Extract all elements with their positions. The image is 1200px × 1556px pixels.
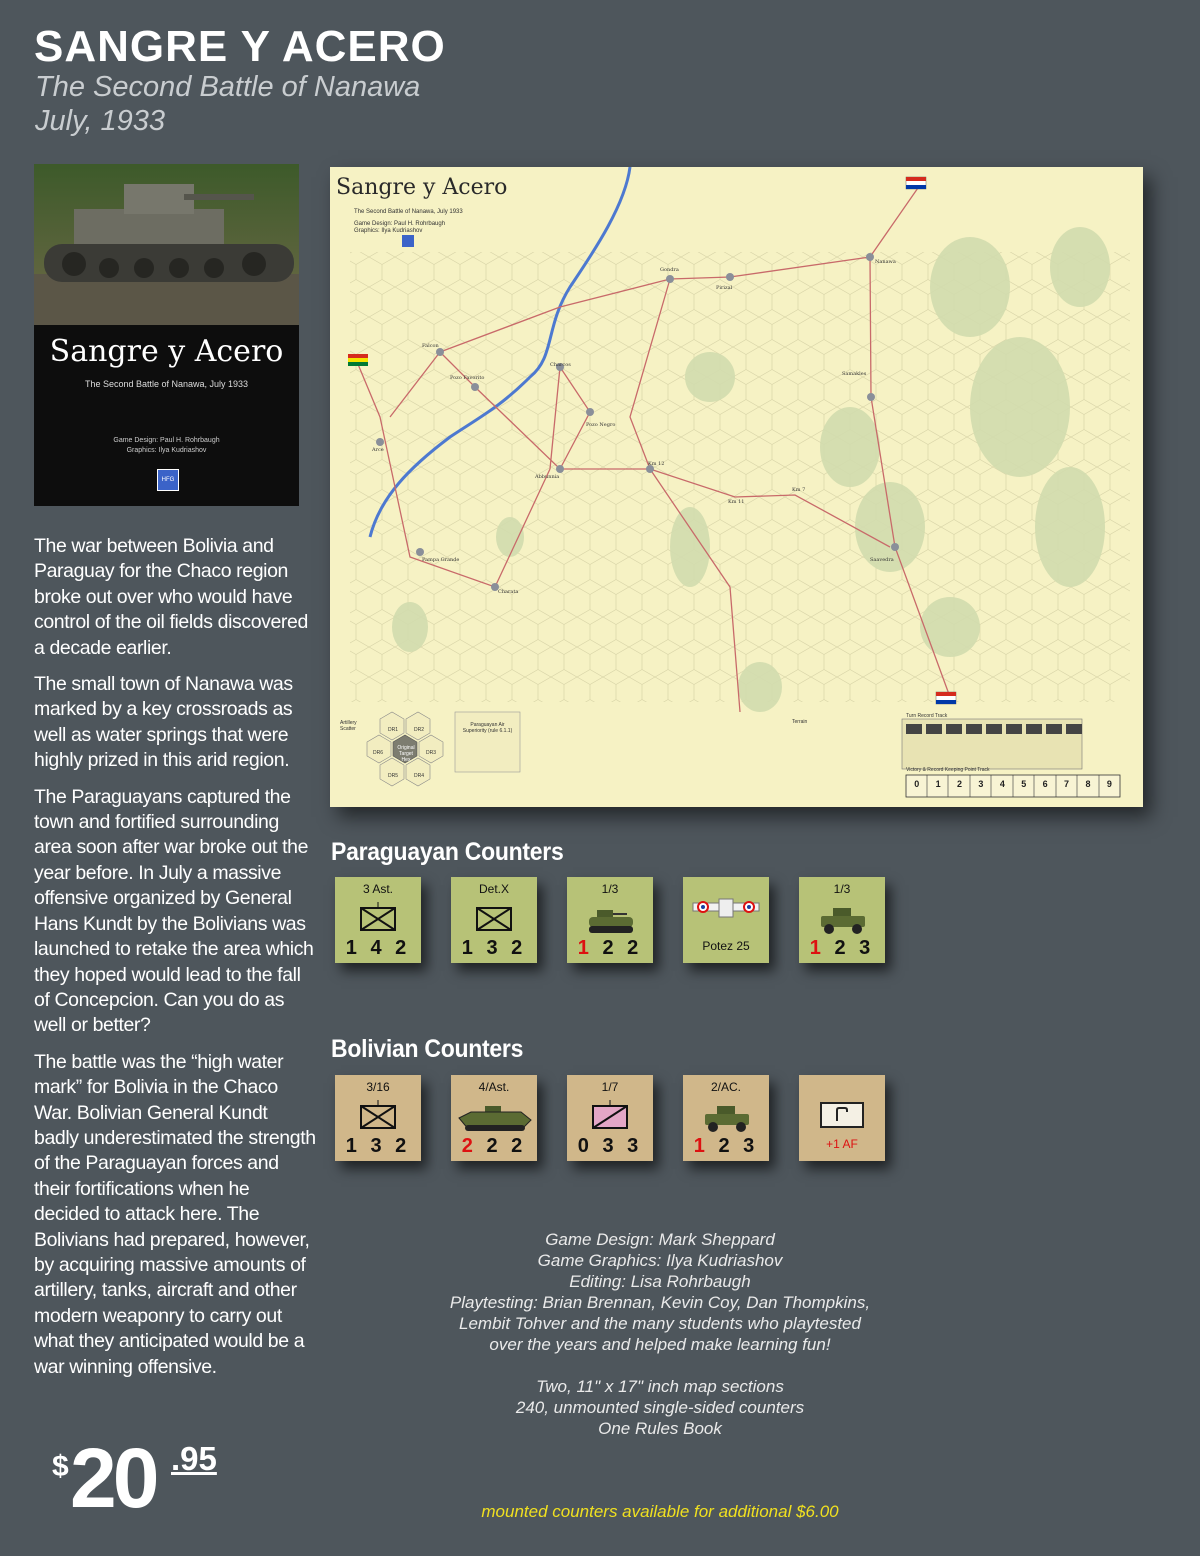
scatter-label: DR1 [388,727,399,733]
counter-value: 2 [395,1135,411,1157]
scatter-label: DR5 [388,773,399,779]
scatter-label: DR6 [373,750,384,756]
town-label: Nanawa [875,259,896,265]
town-label: Pirizal [716,285,733,291]
town-label: Arce [372,447,384,453]
vp-track-cell: 9 [1106,779,1112,789]
counter-unit-id: 2/AC. [710,1080,741,1094]
contents-line: 240, unmounted single-sided counters [515,1398,805,1417]
bolivian-counters-heading: Bolivian Counters [331,1035,524,1063]
contents-line: One Rules Book [598,1419,722,1438]
counter-tank [451,1075,537,1161]
town-label: Gondra [660,267,679,273]
counter-unit-id: 1/3 [833,882,851,896]
counter-armored-car [683,1075,769,1161]
counter-aircraft-name: Potez 25 [702,939,750,953]
counter-unit-id: 4/Ast. [478,1080,510,1094]
counter-unit-id: Det.X [478,882,509,896]
description-paragraph: The small town of Nanawa was marked by a key crossroads as well as water springs that were highly prized in this arid region. [34,673,293,772]
counter-value: 2 [395,937,411,959]
price-whole: 20 [70,1431,156,1525]
counter-unit-id: 1/7 [601,1080,619,1094]
counter-value: 1 [345,937,361,959]
description-paragraph: The Paraguayans captured the town and fortified surrounding area soon after war broke out the year before. In July a massive offensive organized by General Hans Kundt by the Bolivians was launched to retake the area which they hoped would lead to the fall of Concepcion. Can you do as well or better? [34,785,314,1037]
turn-track-label: Turn Record Track [906,713,948,719]
counter-value: 4 [370,937,386,959]
counter-air-factor [799,1075,885,1161]
counter-value: 3 [370,1135,386,1157]
armored-car-icon [799,900,885,936]
cover-subtitle: The Second Battle of Nanawa, July 1933 [84,379,249,389]
credits [380,1229,940,1439]
counter-value: 3 [743,1135,759,1157]
heavy-tank-icon [451,1098,537,1134]
contents-line: Two, 11" x 17" inch map sections [536,1377,784,1396]
town-label: Charata [498,589,519,595]
counter-value: 2 [511,937,527,959]
cover-design-credit: Game Design: Paul H. Rohrbaugh [113,437,220,444]
counter-value: 1 [693,1135,709,1157]
scatter-label: DR2 [414,727,425,733]
vp-track-cell: 7 [1064,779,1070,789]
air-factor-icon [799,1097,885,1133]
counter-infantry [451,877,537,963]
description-paragraph: The war between Bolivia and Paraguay for the Chaco region broke out over who would have control of the oil fields discovered a decade earlier. [34,535,308,659]
aircraft-icon [683,889,769,925]
counter-value: 1 [809,937,825,959]
counter-aircraft [683,877,769,963]
description-paragraph: The battle was the “high water mark” for Bolivia in the Chaco War. Bolivian General Kundt badly underestimated the strength of the Paraguayan forces and their fortifications when he decided to attack here. The Bolivians had prepared, however, by acquiring massive amounts of artillery, tanks, aircraft and other modern weaponry to carry out what they anticipated would be a war winning offensive. [34,1050,316,1378]
price-currency: $ [52,1450,69,1483]
town-label: Pozo Favorito [450,375,485,381]
counter-value: 3 [602,1135,618,1157]
credit-line: Playtesting: Brian Brennan, Kevin Coy, Dan Thompkins, [449,1293,871,1312]
scatter-label: DR4 [414,773,425,779]
town-label: Km 7 [792,487,806,493]
vp-track-cell: 1 [935,779,941,789]
map-subtitle: The Second Battle of Nanawa, July 1933 [354,209,463,215]
counter-tank [567,877,653,963]
counter-value: 2 [602,937,618,959]
credit-spacer [380,1355,940,1376]
town-label: Abbunnia [535,474,560,480]
cover-title: Sangre y Acero [49,334,284,369]
infantry-icon [335,900,421,936]
air-superiority-label: Paraguayan Air Superiority (rule 6.1.1) [462,722,513,734]
vp-track-cell: 4 [999,779,1005,789]
counter-value: 2 [627,937,643,959]
artillery-scatter-label: Artillery Scatter [340,720,357,732]
publisher-logo: HFG [157,469,179,491]
map-title: Sangre y Acero [336,175,508,200]
counter-infantry [335,877,421,963]
page-subtitle [35,70,420,138]
counter-unit-id: 3 Ast. [362,882,394,896]
counter-cavalry [567,1075,653,1161]
subtitle-battle: The Second Battle of Nanawa [35,71,421,103]
credit-line: Game Design: Mark Sheppard [545,1230,775,1249]
game-map [330,167,1143,807]
vp-track-cell: 5 [1021,779,1027,789]
credit-line: Editing: Lisa Rohrbaugh [569,1272,751,1291]
tank-photo [34,164,299,325]
infantry-icon [451,900,537,936]
vp-track-label: Victory & Record Keeping Point Track [906,767,990,773]
credit-line: Lembit Tohver and the many students who playtested [459,1314,861,1333]
cover-graphics-credit: Graphics: Ilya Kudriashov [126,447,207,454]
infantry-icon [335,1098,421,1134]
price-cents: .95 [171,1440,217,1477]
page-title: SANGRE Y ACERO [34,22,446,71]
counter-value: 2 [486,1135,502,1157]
counter-air-factor-label: +1 AF [826,1137,858,1151]
town-label: Pampa Grande [422,557,460,563]
counter-value: 1 [461,937,477,959]
credit-line: Game Graphics: Ilya Kudriashov [537,1251,783,1270]
counter-value: 1 [345,1135,361,1157]
counter-value: 0 [577,1135,593,1157]
town-label: Km 12 [648,461,665,467]
vp-track-cell: 2 [957,779,963,789]
description [34,534,316,1391]
terrain-label: Terrain [792,719,808,725]
counter-infantry [335,1075,421,1161]
scatter-label: DR3 [426,750,437,756]
counter-unit-id: 3/16 [366,1080,390,1094]
counter-armored-car [799,877,885,963]
credit-line: over the years and helped make learning fun! [489,1335,831,1354]
counter-value: 2 [834,937,850,959]
paraguayan-counters-heading: Paraguayan Counters [331,838,564,866]
mounted-counters-note: mounted counters available for additional $6.00 [481,1502,839,1521]
counter-value: 1 [577,937,593,959]
town-label: Charcos [550,362,571,368]
counter-value: 3 [859,937,875,959]
town-label: Saavedra [870,557,894,563]
town-label: Km 11 [728,499,745,505]
scatter-center-label: Original Target Hex [397,745,415,763]
box-cover [34,164,299,506]
counter-unit-id: 1/3 [601,882,619,896]
subtitle-date: July, 1933 [35,105,166,137]
vp-track-cell: 0 [914,779,920,789]
counter-value: 2 [461,1135,477,1157]
counter-value: 2 [511,1135,527,1157]
map-terrain [330,167,1143,807]
counter-value: 3 [627,1135,643,1157]
counter-value: 2 [718,1135,734,1157]
map-graphics-credit: Graphics: Ilya Kudriashov [354,228,423,234]
town-label: Pozo Negro [586,422,616,428]
vp-track-cell: 6 [1042,779,1048,789]
vp-track-cell: 8 [1085,779,1091,789]
vp-track-cell: 3 [978,779,984,789]
town-label: Samakles [842,371,867,377]
town-label: Falcon [422,343,439,349]
counter-value: 3 [486,937,502,959]
map-design-credit: Game Design: Paul H. Rohrbaugh [354,221,446,227]
cavalry-icon [567,1098,653,1134]
armored-car-icon [683,1098,769,1134]
tank-icon [567,900,653,936]
